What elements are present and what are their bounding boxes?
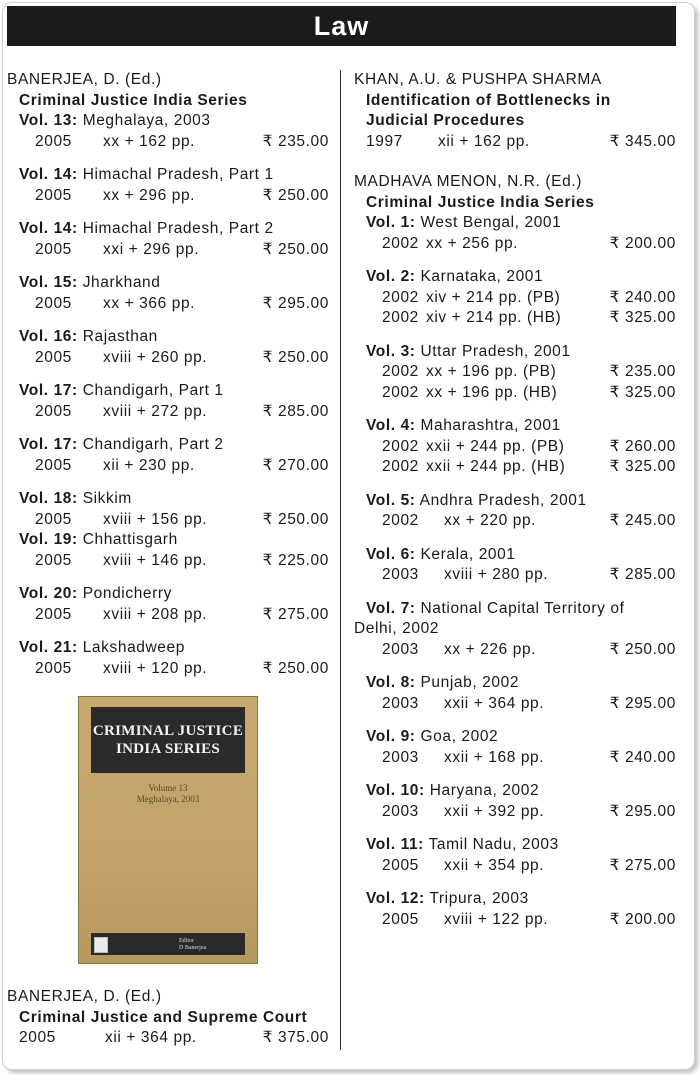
volume-number: Vol. 21: [19,639,78,656]
volume-details [382,288,676,309]
pages: xxii + 364 pp. [444,694,545,712]
year: 2005 [35,132,72,150]
volume-entry [366,835,676,876]
volume-heading [366,491,676,512]
volume-number: Vol. 10: [366,782,425,799]
volume-name: Jharkhand [82,274,161,291]
price: ₹ 325.00 [609,458,676,475]
volume-number: Vol. 20: [19,585,78,602]
year: 2003 [382,748,419,766]
year: 2002 [382,363,419,380]
volume-entry [366,781,676,822]
volume-heading [366,727,676,748]
pages: xviii + 280 pp. [444,566,549,583]
price: ₹ 250.00 [262,240,329,258]
volume-entry [19,273,329,314]
author-name: BANERJEA, D. (Ed.) [7,71,162,88]
volume-heading [366,545,676,566]
volume-details [382,308,676,329]
volume-entry [19,584,329,625]
volume-name: Meghalaya, 2003 [82,112,211,129]
price: ₹ 250.00 [609,640,676,658]
volume-number: Vol. 8: [366,674,416,691]
year: 2002 [382,309,419,326]
year: 2005 [35,551,72,569]
price: ₹ 270.00 [262,456,329,474]
volume-entry [19,381,329,422]
volume-details [382,640,676,661]
year: 2002 [382,234,419,252]
volume-number: Vol. 13: [19,112,78,129]
book-entry [7,987,329,1049]
year: 2002 [382,437,419,455]
volume-number: Vol. 14: [19,166,78,183]
volume-name: Tripura, 2003 [429,890,529,907]
price: ₹ 325.00 [609,383,676,401]
book-title [366,91,676,112]
year: 2003 [382,802,419,820]
volume-entry [19,638,329,679]
volume-entry [354,599,676,661]
volume-heading [366,889,676,910]
pages: xviii + 260 pp. [103,348,208,366]
volume-entry [366,267,676,329]
pages: xxi + 296 pp. [103,240,200,258]
left-column [7,70,329,692]
author-name: MADHAVA MENON, N.R. (Ed.) [354,173,583,190]
volume-name: Punjab, 2002 [420,674,520,691]
price: ₹ 200.00 [609,910,676,928]
book-title: Criminal Justice and Supreme Court [19,1008,308,1026]
volume-heading [19,381,329,402]
volume-heading [19,327,329,348]
year: 2005 [35,348,72,366]
volume-name: Chhattisgarh [82,531,178,548]
volume-entry [366,545,676,586]
pages: xiv + 214 pp. (HB) [426,309,562,326]
pages: xxii + 168 pp. [444,748,545,766]
pages: xx + 296 pp. [103,186,196,204]
volume-name: Chandigarh, Part 1 [82,382,224,399]
volume-details [35,348,329,369]
year: 1997 [366,132,403,150]
volume-heading [19,489,329,510]
volume-details [382,748,676,769]
volume-entry [366,727,676,768]
cover-title [91,707,245,773]
volume-number: Vol. 9: [366,728,416,745]
price: ₹ 250.00 [262,186,329,204]
volume-name: Kerala, 2001 [420,545,516,563]
price: ₹ 345.00 [609,132,676,150]
year: 2005 [35,605,72,623]
year: 2005 [35,456,72,474]
book-details [366,132,676,153]
year: 2005 [35,659,72,677]
volume-heading [19,219,329,240]
pages: xviii + 120 pp. [103,659,208,677]
volume-details [35,294,329,315]
cover-footer [91,933,245,955]
volume-heading [366,342,676,363]
year: 2005 [382,856,419,874]
volume-entry [366,416,676,478]
volume-name: Himachal Pradesh, Part 2 [82,220,274,237]
volume-name: Tamil Nadu, 2003 [428,836,559,853]
volume-number: Vol. 5: [366,491,416,509]
volume-name: West Bengal, 2001 [420,214,562,231]
price: ₹ 250.00 [262,348,329,366]
volume-list [7,111,329,679]
volume-entry [19,530,329,571]
cover-region: Meghalaya, 2003 [136,794,200,804]
volume-name: National Capital Territory of [420,599,625,617]
volume-details [382,802,676,823]
volume-name: Chandigarh, Part 2 [82,436,224,453]
pages: xx + 226 pp. [444,640,537,658]
volume-name: Sikkim [82,490,132,507]
volume-name: Goa, 2002 [420,728,499,745]
price: ₹ 295.00 [609,694,676,712]
volume-details [35,456,329,477]
book-title-line: Identification of Bottlenecks in [366,91,611,109]
pages: xx + 196 pp. (HB) [426,383,558,401]
volume-heading [366,599,676,620]
volume-details [382,234,676,255]
year: 2005 [35,294,72,312]
volume-details [382,362,676,383]
cover-volume: Volume 13 [148,783,188,793]
cover-subtitle [79,783,257,805]
year: 2005 [35,240,72,258]
volume-name: Karnataka, 2001 [420,268,544,285]
volume-details [382,457,676,478]
pages: xxii + 354 pp. [444,856,545,874]
volume-heading [19,638,329,659]
volume-details [35,132,329,153]
volume-heading [19,273,329,294]
volume-number: Vol. 3: [366,342,416,360]
price: ₹ 200.00 [609,234,676,252]
year: 2002 [382,288,419,306]
volume-name: Andhra Pradesh, 2001 [419,491,587,509]
year: 2002 [382,458,419,475]
volume-details [382,437,676,458]
volume-entry [19,111,329,152]
volume-heading [366,416,676,437]
book-cover-image [79,697,257,963]
year: 2003 [382,566,419,583]
volume-details [382,383,676,404]
volume-number: Vol. 1: [366,214,416,231]
volume-number: Vol. 12: [366,890,425,907]
cover-editor-name: D Banerjea [179,945,207,951]
volume-name: Lakshadweep [82,639,185,656]
series-title: Criminal Justice India Series [366,193,595,211]
price: ₹ 225.00 [262,551,329,569]
pages: xxii + 244 pp. (HB) [426,458,566,475]
pages: xx + 220 pp. [444,512,537,529]
pages: xiv + 214 pp. (PB) [426,288,561,306]
price: ₹ 285.00 [262,402,329,420]
book-entry [354,70,676,152]
volume-number: Vol. 7: [366,599,416,617]
volume-details [35,510,329,531]
volume-details [35,402,329,423]
book-title-line: Judicial Procedures [366,112,525,129]
author-name: KHAN, A.U. & PUSHPA SHARMA [354,71,602,88]
volume-heading [366,213,676,234]
year: 2003 [382,694,419,712]
price: ₹ 250.00 [262,659,329,677]
pages: xx + 256 pp. [426,234,519,252]
volume-entry [19,489,329,530]
volume-heading [366,835,676,856]
pages: xxii + 244 pp. (PB) [426,437,565,455]
volume-details [382,565,676,586]
year: 2002 [382,512,419,529]
year: 2005 [35,402,72,420]
volume-heading [19,165,329,186]
pages: xx + 366 pp. [103,294,196,312]
volume-details [35,186,329,207]
price: ₹ 285.00 [609,566,676,583]
volume-number: Vol. 11: [366,836,424,853]
volume-list [354,213,676,930]
volume-number: Vol. 17: [19,382,78,399]
pages: xviii + 156 pp. [103,510,208,528]
pages: xii + 364 pp. [105,1029,197,1046]
volume-number: Vol. 14: [19,220,78,237]
volume-details [382,694,676,715]
pages: xxii + 392 pp. [444,802,545,820]
volume-name: Maharashtra, 2001 [420,417,561,434]
volume-details [382,856,676,877]
volume-number: Vol. 2: [366,268,416,285]
column-divider [340,70,341,1050]
year: 2005 [382,910,419,928]
volume-name: Himachal Pradesh, Part 1 [82,166,274,183]
cover-title-line: CRIMINAL JUSTICE [92,723,244,739]
pages: xx + 196 pp. (PB) [426,363,557,380]
year: 2005 [35,186,72,204]
section-title: Law [313,10,370,41]
year: 2002 [382,383,419,401]
price: ₹ 375.00 [262,1029,329,1046]
cover-editor [179,938,206,952]
year: 2005 [35,510,72,528]
volume-heading [19,435,329,456]
pages: xviii + 146 pp. [103,551,208,569]
volume-entry [19,165,329,206]
volume-details [382,910,676,931]
year: 2005 [19,1029,56,1046]
volume-heading [19,584,329,605]
volume-name-continued: Delhi, 2002 [354,620,440,637]
volume-number: Vol. 18: [19,490,78,507]
right-column [354,70,676,943]
price: ₹ 295.00 [262,294,329,312]
volume-number: Vol. 17: [19,436,78,453]
price: ₹ 275.00 [262,605,329,623]
volume-name: Pondicherry [82,585,173,602]
pages: xii + 162 pp. [438,132,530,150]
year: 2003 [382,640,419,658]
volume-details [35,551,329,572]
price: ₹ 240.00 [609,748,676,766]
volume-heading [366,673,676,694]
price: ₹ 275.00 [609,856,676,874]
cover-title-line: INDIA SERIES [115,741,221,757]
volume-number: Vol. 19: [19,531,78,548]
volume-name: Rajasthan [82,328,158,345]
volume-number: Vol. 15: [19,274,78,291]
pages: xx + 162 pp. [103,132,196,150]
price: ₹ 260.00 [609,437,676,455]
volume-details [35,659,329,680]
volume-heading [366,781,676,802]
publisher-logo-icon [94,937,108,953]
volume-number: Vol. 6: [366,545,416,563]
volume-details [382,511,676,532]
volume-entry [19,219,329,260]
section-header [7,6,676,46]
volume-entry [366,889,676,930]
volume-heading [19,111,329,132]
author-name: BANERJEA, D. (Ed.) [7,988,162,1005]
price: ₹ 235.00 [262,132,329,150]
volume-entry [366,342,676,404]
volume-heading [19,530,329,551]
volume-entry [366,491,676,532]
price: ₹ 295.00 [609,802,676,820]
volume-entry [366,213,676,254]
volume-number: Vol. 4: [366,417,416,434]
cover-editor-label: Editor [179,938,194,944]
volume-name: Uttar Pradesh, 2001 [420,342,571,360]
pages: xviii + 122 pp. [444,910,549,928]
volume-entry [19,435,329,476]
price: ₹ 325.00 [609,309,676,326]
volume-entry [366,673,676,714]
volume-name: Haryana, 2002 [429,782,540,799]
volume-number: Vol. 16: [19,328,78,345]
price: ₹ 250.00 [262,510,329,528]
price: ₹ 235.00 [609,363,676,380]
volume-entry [19,327,329,368]
series-title: Criminal Justice India Series [19,91,248,109]
volume-details [35,605,329,626]
book-details [19,1028,329,1049]
volume-heading [366,267,676,288]
price: ₹ 240.00 [609,288,676,306]
price: ₹ 245.00 [609,512,676,529]
pages: xii + 230 pp. [103,456,195,474]
pages: xviii + 208 pp. [103,605,208,623]
volume-details [35,240,329,261]
pages: xviii + 272 pp. [103,402,208,420]
